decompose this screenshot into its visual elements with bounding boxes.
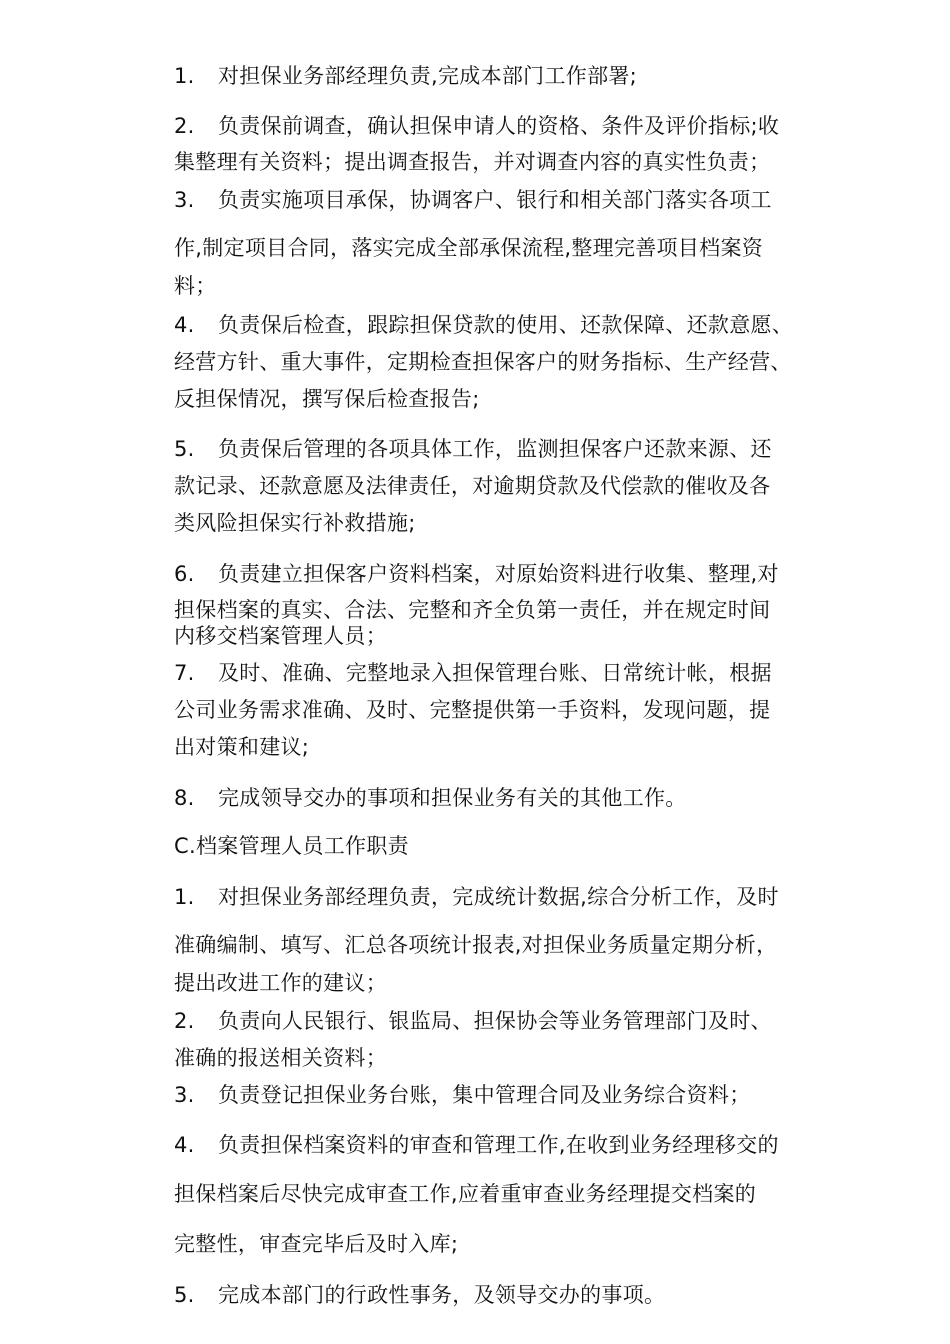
item-number: 1. bbox=[174, 64, 195, 88]
list-item-b7-line1 bbox=[174, 659, 772, 687]
item-number: 5. bbox=[174, 1283, 195, 1307]
item-number: 8. bbox=[174, 786, 195, 810]
item-text: 负责向人民银行、银监局、担保协会等业务管理部门及时、 bbox=[218, 1009, 772, 1033]
item-text: 负责保后管理的各项具体工作，监测担保客户还款来源、还 bbox=[218, 437, 772, 461]
item-text: 完成领导交办的事项和担保业务有关的其他工作。 bbox=[218, 786, 687, 810]
list-item-c1-line1 bbox=[174, 883, 779, 911]
list-item-b3-line1 bbox=[174, 186, 772, 214]
item-number: 7. bbox=[174, 661, 195, 685]
item-text: 负责实施项目承保，协调客户、银行和相关部门落实各项工 bbox=[218, 188, 772, 212]
list-item-c3-line1 bbox=[174, 1081, 751, 1109]
list-item-c1-line3: 提出改进工作的建议； bbox=[174, 971, 387, 995]
item-text: 对担保业务部经理负责,完成本部门工作部署; bbox=[218, 64, 638, 88]
item-text: 及时、准确、完整地录入担保管理台账、日常统计帐，根据 bbox=[218, 661, 772, 685]
item-text: 负责登记担保业务台账，集中管理合同及业务综合资料； bbox=[218, 1083, 751, 1107]
list-item-b8-line1 bbox=[174, 784, 687, 812]
item-text: 负责保前调查，确认担保申请人的资格、条件及评价指标;收 bbox=[218, 114, 780, 138]
list-item-c5-line1 bbox=[174, 1281, 665, 1309]
list-item-b6-line1 bbox=[174, 560, 779, 588]
item-number: 4. bbox=[174, 313, 195, 337]
item-number: 2. bbox=[174, 1009, 195, 1033]
list-item-b5-line2: 款记录、还款意愿及法律责任，对逾期贷款及代偿款的催收及各 bbox=[174, 474, 771, 498]
list-item-b5-line3: 类风险担保实行补救措施; bbox=[174, 511, 416, 535]
item-text: 负责担保档案资料的审查和管理工作,在收到业务经理移交的 bbox=[218, 1133, 779, 1157]
item-number: 3. bbox=[174, 1083, 195, 1107]
list-item-c4-line2: 担保档案后尽快完成审查工作,应着重审查业务经理提交档案的 bbox=[174, 1182, 757, 1206]
item-number: 1. bbox=[174, 885, 195, 909]
list-item-c2-line1 bbox=[174, 1007, 772, 1035]
list-item-c4-line1 bbox=[174, 1131, 779, 1159]
item-text: 对担保业务部经理负责，完成统计数据,综合分析工作，及时 bbox=[218, 885, 779, 909]
list-item-b6-line2: 担保档案的真实、合法、完整和齐全负第一责任，并在规定时间 bbox=[174, 598, 771, 622]
section-c-heading: C.档案管理人员工作职责 bbox=[174, 834, 409, 858]
item-number: 6. bbox=[174, 562, 195, 586]
item-number: 4. bbox=[174, 1133, 195, 1157]
item-number: 2. bbox=[174, 114, 195, 138]
list-item-b5-line1 bbox=[174, 435, 772, 463]
list-item-b3-line3: 料； bbox=[174, 274, 217, 298]
item-text: 完成本部门的行政性事务，及领导交办的事项。 bbox=[218, 1283, 666, 1307]
item-number: 3. bbox=[174, 188, 195, 212]
item-text: 负责保后检查，跟踪担保贷款的使用、还款保障、还款意愿、 bbox=[218, 313, 794, 337]
list-item-b4-line2: 经营方针、重大事件，定期检查担保客户的财务指标、生产经营、 bbox=[174, 350, 792, 374]
list-item-b4-line3: 反担保情况，撰写保后检查报告; bbox=[174, 387, 480, 411]
list-item-b2-line2: 集整理有关资料；提出调查报告，并对调查内容的真实性负责； bbox=[174, 150, 771, 174]
list-item-b2-line1 bbox=[174, 112, 779, 140]
list-item-c2-line2: 准确的报送相关资料； bbox=[174, 1046, 387, 1070]
list-item-b7-line3: 出对策和建议; bbox=[174, 735, 310, 759]
list-item-b7-line2: 公司业务需求准确、及时、完整提供第一手资料，发现问题，提 bbox=[174, 698, 771, 722]
list-item-b1-line1 bbox=[174, 62, 637, 90]
item-number: 5. bbox=[174, 437, 195, 461]
list-item-b3-line2: 作,制定项目合同，落实完成全部承保流程,整理完善项目档案资 bbox=[174, 236, 764, 260]
list-item-b6-line3: 内移交档案管理人员； bbox=[174, 624, 387, 648]
item-text: 负责建立担保客户资料档案，对原始资料进行收集、整理,对 bbox=[218, 562, 779, 586]
list-item-c1-line2: 准确编制、填写、汇总各项统计报表,对担保业务质量定期分析， bbox=[174, 933, 778, 957]
list-item-b4-line1 bbox=[174, 311, 793, 339]
list-item-c4-line3: 完整性，审查完毕后及时入库; bbox=[174, 1232, 459, 1256]
